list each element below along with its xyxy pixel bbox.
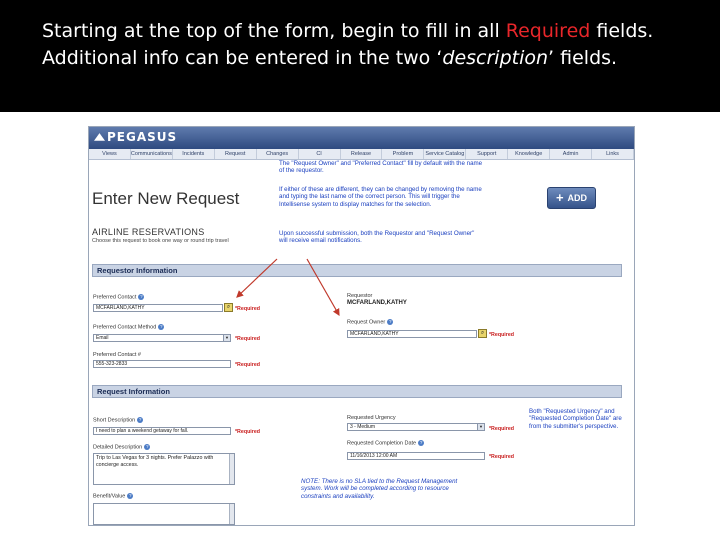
request-owner-label: Request Owner ?: [347, 319, 392, 326]
nav-item-admin[interactable]: Admin: [550, 149, 592, 159]
note-change-contact: If either of these are different, they can be changed by removing the name and typing the last name of the correct person. This will trigger the Intellisense system to display matches for the selection.: [279, 186, 482, 208]
nav-item-service-catalog[interactable]: Service Catalog: [424, 149, 466, 159]
title-required-word: Required: [505, 20, 591, 42]
lookup-icon[interactable]: ⌕: [224, 303, 233, 312]
nav-item-request[interactable]: Request: [215, 149, 257, 159]
note-sla: NOTE: There is no SLA tied to the Request Management system. Work will be completed according to resource constraints and availability.: [301, 478, 458, 500]
slide-title: [42, 18, 702, 72]
nav-item-links[interactable]: Links: [592, 149, 634, 159]
title-quote-close: ’: [548, 47, 555, 69]
page-title: Enter New Request: [92, 189, 240, 208]
detailed-description-label: Detailed Description ?: [93, 444, 149, 451]
nav-item-release[interactable]: Release: [341, 149, 383, 159]
plus-icon: +: [555, 190, 564, 205]
help-icon[interactable]: ?: [160, 324, 163, 329]
short-description-label: Short Description ?: [93, 417, 142, 424]
short-description-input[interactable]: I need to plan a weekend getaway for fall.: [93, 427, 231, 435]
requested-urgency-select[interactable]: 3 - Medium ▼: [347, 423, 485, 431]
preferred-contact-method-label: Preferred Contact Method ?: [93, 324, 163, 331]
requested-completion-date-label: Requested Completion Date ?: [347, 440, 423, 447]
detailed-description-textarea[interactable]: Trip to Las Vegas for 3 nights. Prefer Palazzo with concierge access.: [93, 453, 235, 485]
app-logo: PEGASUS: [107, 130, 178, 144]
required-tag: *Required: [489, 426, 515, 432]
nav-item-knowledge[interactable]: Knowledge: [508, 149, 550, 159]
required-tag: *Required: [235, 362, 261, 368]
title-text-1: Starting at the top of the form, begin to fill in all: [42, 20, 506, 42]
title-description-word: description: [442, 47, 549, 69]
nav-item-ci[interactable]: CI: [299, 149, 341, 159]
requestor-info-band: Requestor Information: [92, 264, 622, 277]
help-icon[interactable]: ?: [138, 417, 142, 422]
title-text-2: fields. Additional info can be entered in the two: [42, 20, 654, 69]
requestor-label: Requestor: [347, 293, 373, 299]
help-icon[interactable]: ?: [140, 294, 143, 299]
chevron-down-icon: ▼: [223, 335, 230, 341]
request-info-band: Request Information: [92, 385, 622, 398]
nav-item-support[interactable]: Support: [466, 149, 508, 159]
nav-item-communications[interactable]: Communications: [130, 151, 172, 157]
arrow-to-request-owner: [307, 259, 339, 315]
preferred-contact-method-select[interactable]: Email ▼: [93, 334, 231, 342]
lookup-icon[interactable]: ⌕: [478, 329, 487, 338]
title-quote-open: ‘: [436, 47, 443, 69]
nav-item-changes[interactable]: Changes: [257, 149, 299, 159]
form-screenshot: [88, 126, 635, 526]
required-tag: *Required: [489, 332, 515, 338]
note-email: Upon successful submission, both the Requestor and "Request Owner" will receive email notifications.: [279, 230, 475, 245]
request-owner-input[interactable]: MCFARLAND,KATHY: [347, 330, 477, 338]
requestor-value: MCFARLAND,KATHY: [347, 300, 407, 306]
help-icon[interactable]: ?: [419, 440, 423, 445]
required-tag: *Required: [235, 336, 261, 342]
note-default-fill: The "Request Owner" and "Preferred Contact" fill by default with the name of the requestor.: [279, 160, 483, 175]
add-button-label: ADD: [567, 193, 588, 203]
nav-item-views[interactable]: Views: [89, 149, 131, 159]
preferred-contact-number-label: Preferred Contact #: [93, 352, 141, 358]
preferred-contact-label: Preferred Contact ?: [93, 294, 143, 301]
nav-item-problem[interactable]: Problem: [382, 149, 424, 159]
requested-urgency-label: Requested Urgency: [347, 415, 396, 421]
preferred-contact-input[interactable]: MCFARLAND,KATHY: [93, 304, 223, 312]
note-urgency-perspective: Both "Requested Urgency" and "Requested Completion Date" are from the submitter's perspective.: [529, 408, 622, 430]
form-section-subtitle: Choose this request to book one way or round trip travel: [92, 238, 229, 244]
required-tag: *Required: [489, 454, 515, 460]
title-text-3: fields.: [554, 47, 618, 69]
benefit-value-label: Benefit/Value ?: [93, 493, 132, 500]
chevron-down-icon: ▼: [477, 424, 484, 430]
required-tag: *Required: [235, 429, 261, 435]
help-icon[interactable]: ?: [129, 493, 132, 498]
preferred-contact-number-input[interactable]: 555-323-2833: [93, 360, 231, 368]
nav-item-incidents[interactable]: Incidents: [173, 149, 215, 159]
help-icon[interactable]: ?: [388, 319, 392, 324]
required-tag: *Required: [235, 306, 261, 312]
help-icon[interactable]: ?: [145, 444, 149, 449]
annotation-arrows: [89, 127, 635, 526]
requested-completion-date-input[interactable]: 11/16/2013 12:00 AM: [347, 452, 485, 460]
form-section-title: AIRLINE RESERVATIONS: [92, 227, 205, 237]
arrow-to-preferred-contact: [237, 259, 277, 297]
